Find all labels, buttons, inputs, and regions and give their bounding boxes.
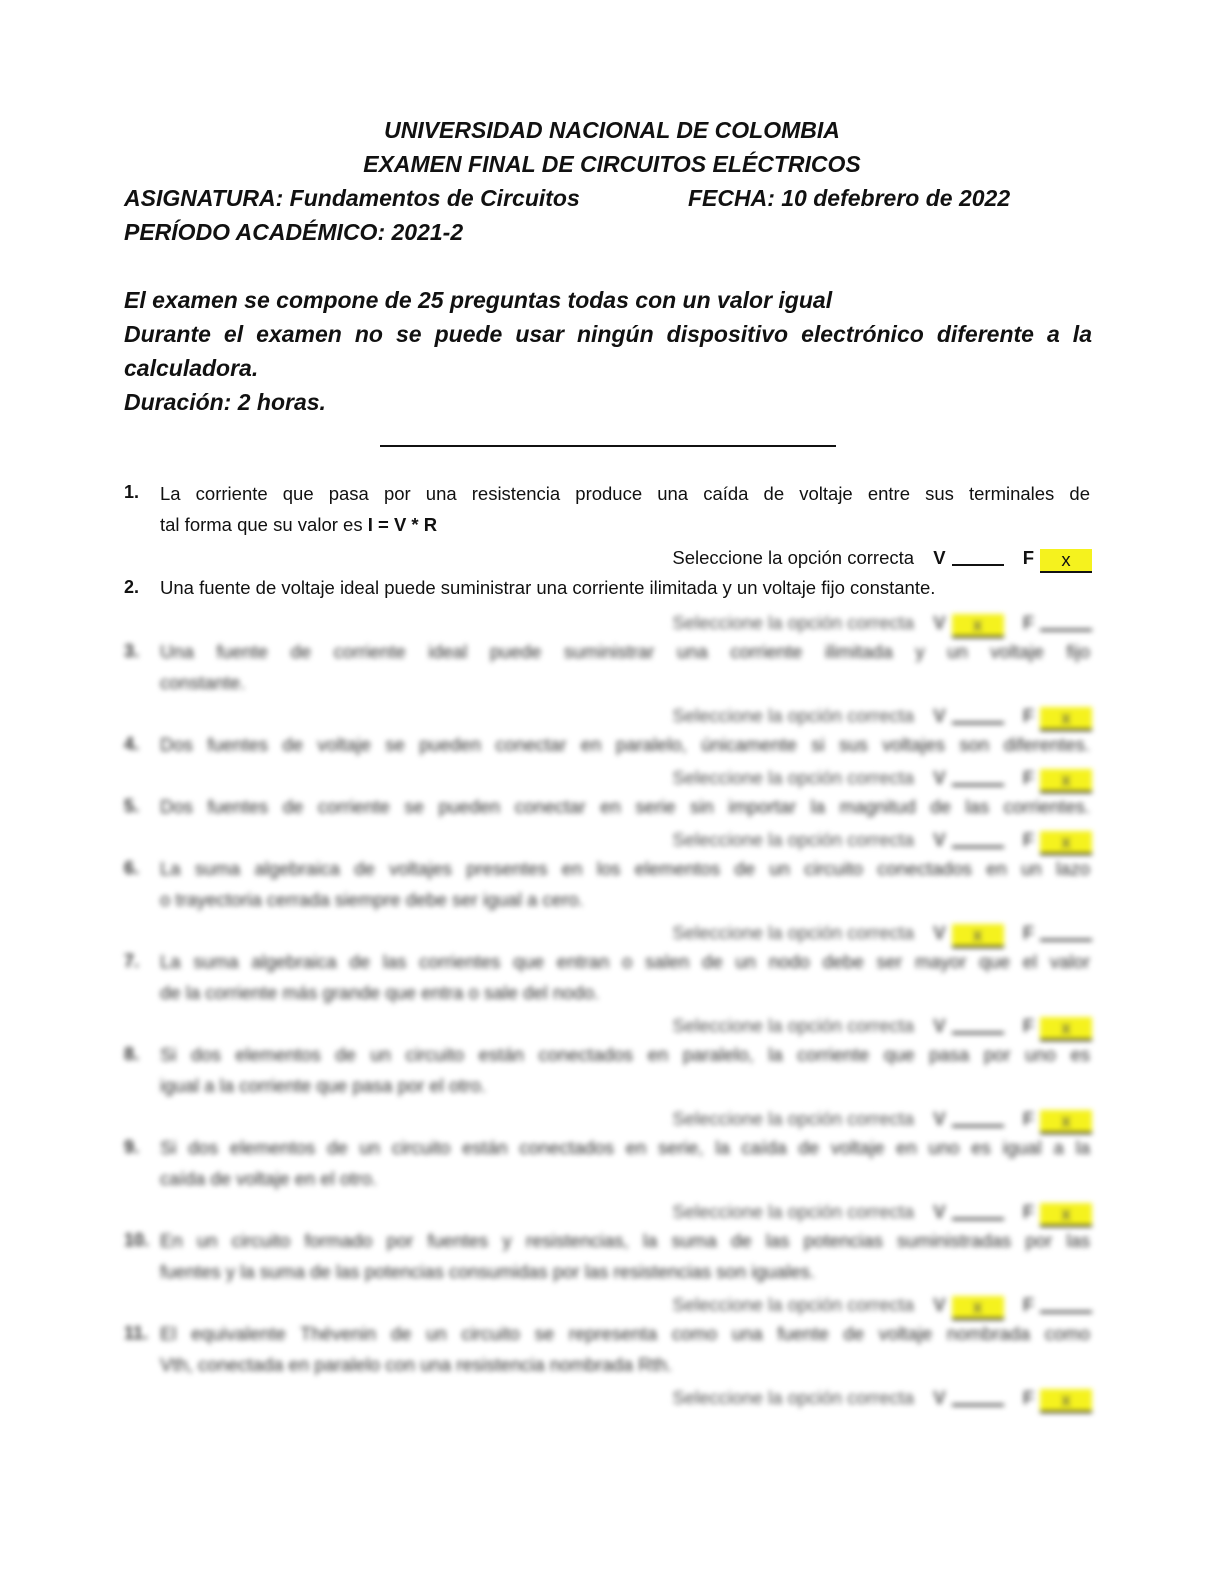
question-text-line1: Dos fuentes de corriente se pueden conectar en serie sin importar la magnitud de las corrientes.	[160, 796, 1090, 817]
answer-selector	[672, 607, 1092, 638]
question-number: 9.	[124, 1137, 140, 1157]
question-number: 7.	[124, 951, 140, 971]
true-answer-blank[interactable]: x	[952, 924, 1004, 948]
false-label: F	[1022, 922, 1034, 943]
true-answer-blank[interactable]	[952, 1010, 1004, 1034]
answer-prompt: Seleccione la opción correcta	[672, 1294, 915, 1315]
question-text-line1: La suma algebraica de voltajes presentes en los elementos de un circuito conectados en un lazo	[160, 858, 1090, 879]
true-answer-blank[interactable]	[952, 1103, 1004, 1127]
answer-selector	[672, 1010, 1092, 1041]
instruction-devices-line1: Durante el examen no se puede usar ningún dispositivo electrónico diferente a la	[124, 321, 1092, 347]
question-formula: I = V * R	[367, 514, 438, 535]
true-answer-blank[interactable]	[952, 542, 1004, 566]
answer-selector	[672, 917, 1092, 948]
true-label: V	[933, 767, 946, 788]
question-text-line1: Una fuente de voltaje ideal puede suministrar una corriente ilimitada y un voltaje fijo constante.	[160, 577, 936, 598]
false-label: F	[1022, 612, 1034, 633]
false-answer-blank[interactable]: x	[1040, 1203, 1092, 1227]
true-answer-blank[interactable]: x	[952, 614, 1004, 638]
answer-prompt: Seleccione la opción correcta	[672, 1387, 915, 1408]
instruction-devices-line2: calculadora.	[124, 355, 259, 381]
true-label: V	[933, 1294, 946, 1315]
false-label: F	[1022, 1294, 1034, 1315]
false-label: F	[1022, 829, 1034, 850]
question-number: 1.	[124, 482, 140, 502]
true-answer-blank[interactable]	[952, 700, 1004, 724]
answer-selector	[672, 542, 1092, 573]
question-number: 10.	[124, 1230, 150, 1250]
separator-line	[380, 445, 836, 447]
false-answer-blank[interactable]: x	[1040, 549, 1092, 573]
question-text-line1: El equivalente Thévenin de un circuito se representa como una fuente de voltaje nombrada como	[160, 1323, 1090, 1344]
false-label: F	[1022, 547, 1034, 568]
question-text-line2: constante.	[160, 672, 246, 693]
question-text-line1: Dos fuentes de voltaje se pueden conectar en paralelo, únicamente si sus voltajes son diferentes.	[160, 734, 1090, 755]
true-answer-blank[interactable]: x	[952, 1296, 1004, 1320]
question-text-line1: La suma algebraica de las corrientes que entran o salen de un nodo debe ser mayor que el valor	[160, 951, 1090, 972]
university-title: UNIVERSIDAD NACIONAL DE COLOMBIA	[384, 117, 840, 143]
question-number: 2.	[124, 577, 140, 597]
answer-prompt: Seleccione la opción correcta	[672, 829, 915, 850]
answer-selector	[672, 700, 1092, 731]
question-text-line1: En un circuito formado por fuentes y resistencias, la suma de las potencias suministradas por las	[160, 1230, 1090, 1251]
false-answer-blank[interactable]: x	[1040, 707, 1092, 731]
true-label: V	[933, 705, 946, 726]
answer-prompt: Seleccione la opción correcta	[672, 767, 915, 788]
true-label: V	[933, 829, 946, 850]
question-number: 5.	[124, 796, 140, 816]
true-answer-blank[interactable]	[952, 762, 1004, 786]
answer-prompt: Seleccione la opción correcta	[672, 922, 915, 943]
true-label: V	[933, 1015, 946, 1036]
true-answer-blank[interactable]	[952, 1196, 1004, 1220]
false-label: F	[1022, 1108, 1034, 1129]
question-text-line1: Si dos elementos de un circuito están conectados en serie, la caída de voltaje en uno es igual a la	[160, 1137, 1090, 1158]
answer-prompt: Seleccione la opción correcta	[672, 612, 915, 633]
period-label: PERÍODO ACADÉMICO: 2021-2	[124, 219, 464, 245]
false-label: F	[1022, 1015, 1034, 1036]
question-text-line1: Si dos elementos de un circuito están conectados en paralelo, la corriente que pasa por uno es	[160, 1044, 1090, 1065]
false-label: F	[1022, 1201, 1034, 1222]
false-answer-blank[interactable]	[1040, 917, 1092, 941]
true-label: V	[933, 922, 946, 943]
true-label: V	[933, 612, 946, 633]
false-answer-blank[interactable]: x	[1040, 1017, 1092, 1041]
question-text-line2: igual a la corriente que pasa por el otro.	[160, 1075, 487, 1096]
question-number: 8.	[124, 1044, 140, 1064]
exam-title: EXAMEN FINAL DE CIRCUITOS ELÉCTRICOS	[363, 151, 861, 177]
answer-prompt: Seleccione la opción correcta	[672, 1201, 915, 1222]
false-label: F	[1022, 705, 1034, 726]
answer-selector	[672, 1289, 1092, 1320]
false-answer-blank[interactable]	[1040, 607, 1092, 631]
true-label: V	[933, 1387, 946, 1408]
question-text-line2: Vth, conectada en paralelo con una resistencia nombrada Rth.	[160, 1354, 673, 1375]
true-label: V	[933, 1108, 946, 1129]
answer-prompt: Seleccione la opción correcta	[672, 705, 915, 726]
question-text-line2	[160, 509, 1090, 540]
false-answer-blank[interactable]: x	[1040, 1110, 1092, 1134]
question-text-line2: o trayectoria cerrada siempre debe ser igual a cero.	[160, 889, 584, 910]
true-label: V	[933, 1201, 946, 1222]
false-answer-blank[interactable]: x	[1040, 831, 1092, 855]
answer-prompt: Seleccione la opción correcta	[672, 1015, 915, 1036]
answer-prompt: Seleccione la opción correcta	[672, 547, 915, 568]
answer-selector	[672, 762, 1092, 793]
false-answer-blank[interactable]	[1040, 1289, 1092, 1313]
instruction-questions: El examen se compone de 25 preguntas todas con un valor igual	[124, 287, 833, 313]
answer-selector	[672, 824, 1092, 855]
answer-selector	[672, 1196, 1092, 1227]
false-label: F	[1022, 1387, 1034, 1408]
question-text-line2: fuentes y la suma de las potencias consumidas por las resistencias son iguales.	[160, 1261, 816, 1282]
question-text-line1: La corriente que pasa por una resistencia produce una caída de voltaje entre sus terminales de	[160, 483, 1090, 504]
question-number: 3.	[124, 641, 140, 661]
true-label: V	[933, 547, 946, 568]
false-label: F	[1022, 767, 1034, 788]
question-number: 11.	[124, 1323, 149, 1343]
false-answer-blank[interactable]: x	[1040, 1389, 1092, 1413]
question-number: 4.	[124, 734, 140, 754]
answer-selector	[672, 1103, 1092, 1134]
true-answer-blank[interactable]	[952, 1382, 1004, 1406]
subject-label: ASIGNATURA: Fundamentos de Circuitos	[124, 185, 580, 211]
answer-prompt: Seleccione la opción correcta	[672, 1108, 915, 1129]
instruction-duration: Duración: 2 horas.	[124, 389, 326, 415]
question-number: 6.	[124, 858, 140, 878]
true-answer-blank[interactable]	[952, 824, 1004, 848]
answer-selector	[672, 1382, 1092, 1413]
question-text-line2: de la corriente más grande que entra o sale del nodo.	[160, 982, 600, 1003]
question-text-line1: Una fuente de corriente ideal puede suministrar una corriente ilimitada y un voltaje fijo	[160, 641, 1090, 662]
question-text-part: tal forma que su valor es	[160, 514, 368, 535]
date-label: FECHA: 10 defebrero de 2022	[688, 185, 1011, 211]
question-text-line2: caída de voltaje en el otro.	[160, 1168, 378, 1189]
false-answer-blank[interactable]: x	[1040, 769, 1092, 793]
